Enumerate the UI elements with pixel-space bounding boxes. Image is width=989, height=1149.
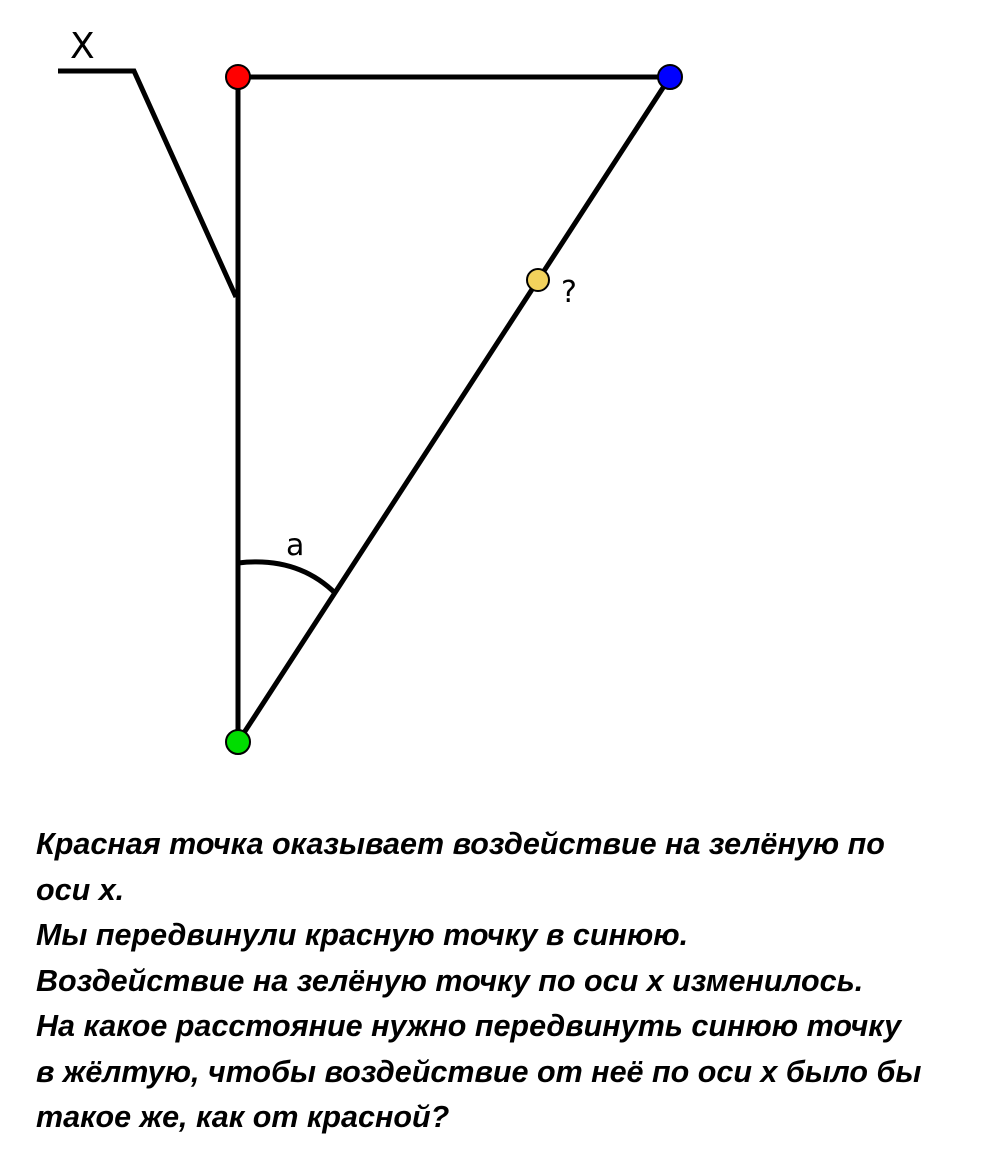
problem-text-line: Мы передвинули красную точку в синюю.	[36, 918, 689, 952]
question-mark-label: ?	[561, 275, 577, 310]
angle-label: a	[286, 528, 305, 563]
blue-point	[658, 65, 682, 89]
problem-text-line: Красная точка оказывает воздействие на зелёную по	[36, 827, 885, 861]
problem-text-line: Воздействие на зелёную точку по оси x изменилось.	[36, 963, 864, 998]
axis-label-x: X	[70, 26, 95, 67]
problem-text-line: такое же, как от красной?	[36, 1100, 450, 1134]
yellow-point	[527, 269, 549, 291]
problem-text	[36, 822, 976, 1141]
x-axis-marker	[58, 71, 236, 297]
red-point	[226, 65, 250, 89]
problem-text-line: На какое расстояние нужно передвинуть синюю точку	[36, 1009, 902, 1043]
angle-arc	[238, 562, 336, 594]
blue-green-line	[238, 77, 670, 742]
problem-text-line: оси x.	[36, 872, 125, 907]
problem-text-line: в жёлтую, чтобы воздействие от неё по оси x было бы	[36, 1054, 922, 1089]
green-point	[226, 730, 250, 754]
